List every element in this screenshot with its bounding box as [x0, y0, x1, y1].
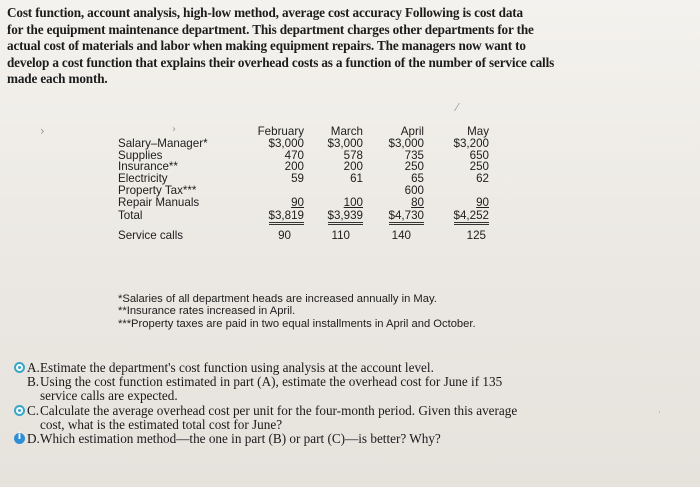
question-letter: D. [27, 431, 40, 447]
cell: 735 [404, 148, 424, 162]
month-header: April [400, 125, 424, 138]
cell: $3,000 [388, 136, 424, 150]
question-d [14, 432, 664, 446]
question-text: Which estimation method—the one in part (B) or part (C)—is better? Why? [40, 431, 441, 447]
cell: 80 [411, 195, 424, 209]
month-header: May [467, 125, 489, 138]
cell: 100 [343, 195, 363, 209]
cell: 250 [404, 160, 424, 174]
row-label: Repair Manuals [118, 195, 200, 209]
cell: $3,000 [327, 136, 363, 150]
question-b [14, 375, 664, 403]
cell: 600 [404, 183, 424, 197]
radio-circle-icon[interactable] [14, 405, 25, 416]
cell: $3,000 [268, 136, 304, 150]
row-label: Supplies [118, 148, 163, 162]
intro-line-5: made each month. [7, 71, 108, 86]
cell: 61 [350, 172, 363, 186]
stray-mark: · [658, 408, 661, 418]
question-list [14, 361, 664, 446]
problem-intro [7, 5, 639, 88]
cell: 125 [466, 228, 486, 242]
question-text: Calculate the average overhead cost per unit for the four-month period. Given this average [40, 402, 518, 418]
question-letter: A. [27, 360, 40, 375]
cell: $3,819 [269, 209, 304, 225]
footnote: **Insurance rates increased in April. [118, 305, 296, 318]
question-text: service calls are expected. [40, 388, 178, 404]
footnotes [118, 293, 476, 330]
stray-mark: › [172, 124, 176, 135]
question-a [14, 361, 664, 375]
cell: 110 [331, 228, 350, 242]
cell: 62 [476, 172, 489, 186]
month-header: February [257, 125, 304, 138]
row-label: Electricity [118, 172, 168, 186]
row-label: Salary–Manager* [118, 136, 208, 150]
stray-mark: › [40, 124, 45, 138]
intro-line-4: develop a cost function that explains their overhead costs as a function of the number of service calls [7, 54, 555, 70]
intro-line-1: Cost function, account analysis, high-low method, average cost accuracy Following is cost data [7, 5, 523, 20]
row-label: Total [118, 208, 143, 222]
radio-circle-icon[interactable] [14, 362, 25, 373]
question-letter: C. [27, 402, 40, 418]
cell: 578 [343, 148, 363, 162]
intro-line-2: for the equipment maintenance department. This department charges other departments for the [7, 21, 534, 37]
month-header: March [330, 125, 363, 138]
row-label: Service calls [118, 228, 184, 242]
cell: 250 [469, 160, 489, 174]
footnote: *Salaries of all department heads are increased annually in May. [118, 293, 437, 305]
question-c [14, 404, 664, 432]
cell: $3,200 [453, 136, 489, 150]
cell: 90 [476, 195, 489, 209]
cell: 650 [469, 148, 489, 162]
intro-line-3: actual cost of materials and labor when making equipment repairs. The managers now want to [7, 38, 526, 53]
cell: 59 [291, 172, 304, 186]
info-icon[interactable] [14, 433, 25, 444]
cell: 90 [278, 228, 291, 242]
cell: $4,252 [454, 209, 489, 225]
question-text: Estimate the department's cost function using analysis at the account level. [40, 360, 434, 375]
cell: 470 [284, 148, 304, 162]
question-text: cost, what is the estimated total cost for June? [40, 416, 283, 432]
cell: 200 [284, 160, 304, 174]
cell: 90 [291, 195, 304, 209]
stray-mark: ⁄ [456, 101, 458, 114]
cell: 200 [343, 160, 363, 174]
cell: 140 [391, 228, 411, 242]
cell: 65 [411, 172, 424, 186]
question-text: Using the cost function estimated in part (A), estimate the overhead cost for June if 135 [40, 374, 503, 390]
cell: $3,939 [328, 209, 363, 225]
cell: $4,730 [389, 209, 424, 225]
row-label: Insurance** [118, 160, 178, 174]
question-letter: B. [27, 374, 40, 390]
row-label: Property Tax*** [118, 183, 197, 197]
footnote: ***Property taxes are paid in two equal installments in April and October. [118, 317, 476, 330]
